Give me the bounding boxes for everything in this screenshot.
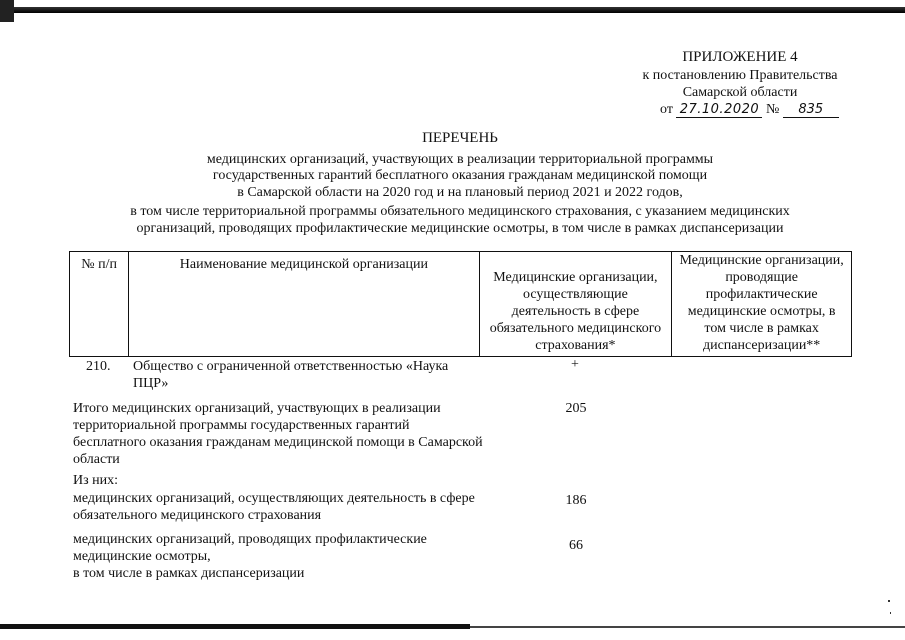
title-line-1: медицинских организаций, участвующих в реализации территориальной программы: [206, 152, 714, 167]
organizations-table-header: [69, 251, 852, 357]
column-header-oms: Медицинские организации, осуществляющие деятельность в сфере обязательного медицинского страхования*: [479, 252, 672, 357]
scan-speck: [888, 600, 890, 602]
appendix-region-line: Самарской области: [682, 85, 798, 100]
column-header-name: Наименование медицинской организации: [129, 252, 479, 357]
appendix-date-number: [660, 101, 850, 119]
oms-count-value: 186: [565, 493, 587, 508]
appendix-decree-line: к постановлению Правительства: [642, 68, 838, 83]
table-row-number: 210.: [86, 359, 111, 374]
title-line-2: государственных гарантий бесплатного оказания гражданам медицинской помощи: [212, 168, 708, 183]
table-row-oms-mark: +: [571, 357, 579, 372]
date-prefix: от: [660, 102, 673, 117]
title-line-5: организаций, проводящих профилактические медицинские осмотры, в том числе в рамках диспансеризации: [136, 221, 784, 236]
appendix-title: ПРИЛОЖЕНИЕ 4: [682, 49, 798, 65]
oms-count-label: медицинских организаций, осуществляющих деятельность в сфере обязательного медицинского страхования: [73, 491, 475, 523]
document-heading: ПЕРЕЧЕНЬ: [422, 130, 498, 146]
scan-speck: [890, 612, 891, 614]
table-row-name: Общество с ограниченной ответственностью «Наука ПЦР»: [133, 359, 449, 391]
total-label: Итого медицинских организаций, участвующих в реализации территориальной программы государственных гарантий бесплатного оказания гражданам медицинской помощи в Самарской области: [73, 401, 483, 467]
prof-count-label-line-2: в том числе в рамках диспансеризации: [73, 566, 305, 581]
scan-corner-mark: [0, 0, 14, 22]
handwritten-number: 835: [783, 103, 839, 118]
title-line-3: в Самарской области на 2020 год и на плановый период 2021 и 2022 годов,: [237, 185, 683, 200]
handwritten-date: 27.10.2020: [676, 103, 762, 118]
column-header-number: № п/п: [70, 252, 129, 357]
scan-top-edge: [0, 0, 905, 14]
number-label: №: [765, 102, 780, 117]
of-them-label: Из них:: [73, 473, 119, 488]
total-value: 205: [565, 401, 587, 416]
title-line-4: в том числе территориальной программы обязательного медицинского страхования, с указанием медицинских: [130, 204, 790, 219]
prof-count-label-line-1: медицинских организаций, проводящих профилактические медицинские осмотры,: [73, 532, 427, 564]
prof-count-label: [73, 531, 483, 582]
column-header-prof: Медицинские организации, проводящие профилактические медицинские осмотры, в том числе в рамках диспансеризации**: [672, 252, 852, 357]
scan-bottom-edge: [0, 624, 905, 640]
prof-count-value: 66: [569, 538, 583, 553]
